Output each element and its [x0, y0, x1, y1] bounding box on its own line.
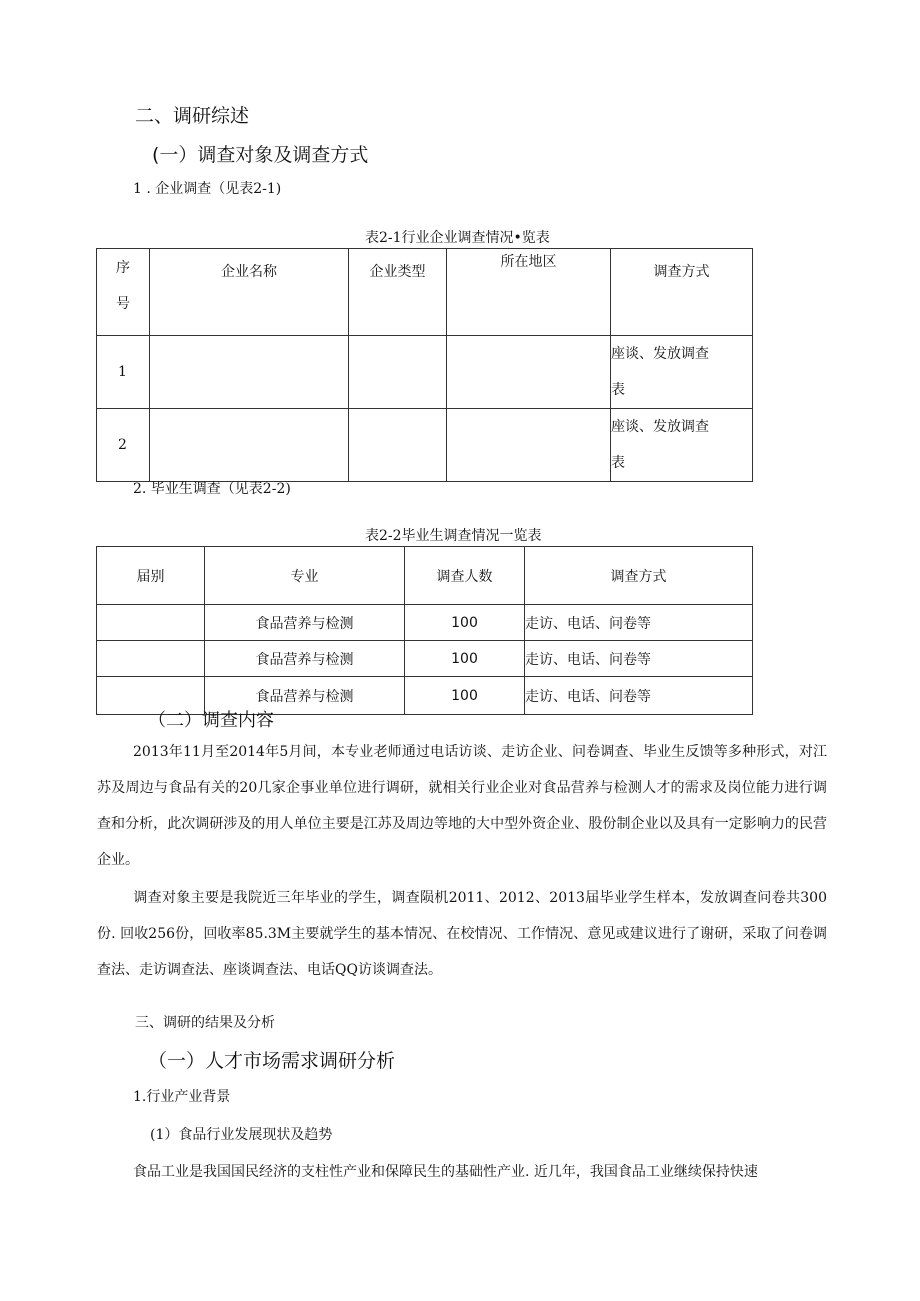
item-food-industry-status: (1）食品行业发展现状及趋势	[150, 1127, 333, 1143]
cell-no: 1	[97, 336, 150, 409]
item-graduate-survey: 2. 毕业生调查（见表2-2)	[133, 481, 291, 497]
cell-type	[349, 409, 447, 482]
cell-major: 食品营养与检测	[205, 605, 405, 641]
cell-type	[349, 336, 447, 409]
section-3-title: 三、调研的结果及分析	[135, 1015, 275, 1031]
cell-no: 2	[97, 409, 150, 482]
table-row	[97, 409, 753, 482]
header-cell-major: 专业	[205, 547, 405, 605]
item-enterprise-survey: 1 . 企业调查（见表2-1)	[133, 181, 282, 197]
cell-method: 走访、电话、问卷等	[525, 605, 753, 641]
header-cell-name: 企业名称	[150, 249, 349, 336]
table-1-caption: 表2-1行业企业调查情况•览表	[365, 230, 550, 246]
header-cell-count: 调查人数	[405, 547, 525, 605]
graduate-survey-table	[96, 546, 753, 715]
cell-major: 食品营养与检测	[205, 677, 405, 715]
cell-count: 100	[405, 677, 525, 715]
subsection-2-title: （二）调查内容	[148, 710, 274, 731]
subsection-1-title: (一）调查对象及调查方式	[152, 144, 369, 166]
cell-count: 100	[405, 605, 525, 641]
cell-name	[150, 409, 349, 482]
cell-year	[97, 605, 205, 641]
cell-method: 走访、电话、问卷等	[525, 677, 753, 715]
table-row	[97, 336, 753, 409]
table-row	[97, 605, 753, 641]
paragraph-survey-subjects: 调查对象主要是我院近三年毕业的学生，调查陨机2011、2012、2013届毕业学生样本，发放调查问卷共300份. 回收256份，回收率85.3M主要就学生的基本情况、在校情况、工作情况、意见或建议进行了谢研，采取了问卷调查法、走访调查法、座谈调查法、电话QQ访谈调查法。	[97, 890, 827, 978]
enterprise-survey-table	[96, 248, 753, 482]
header-cell-method: 调查方式	[611, 249, 753, 336]
section-2-title: 二、调研综述	[135, 105, 250, 127]
table-header-row	[97, 249, 753, 336]
header-cell-method: 调查方式	[525, 547, 753, 605]
item-industry-background: 1.行业产业背景	[133, 1089, 231, 1105]
paragraph-food-industry: 食品工业是我国国民经济的支柱性产业和保障民生的基础性产业. 近几年，我国食品工业继续保持快速	[133, 1164, 758, 1180]
subsection-3-title: （一）人才市场需求调研分析	[148, 1050, 396, 1072]
table-header-row	[97, 547, 753, 605]
paragraph-survey-content: 2013年11月至2014年5月间，本专业老师通过电话访谈、走访企业、问卷调查、毕业生反馈等多种形式，对江苏及周边与食品有关的20几家企事业单位进行调研，就相关行业企业对食品营养与检测人才的需求及岗位能力进行调查和分析，此次调研涉及的用人单位主要是江苏及周边等地的大中型外资企业、股份制企业以及具有一定影响力的民营企业。	[97, 744, 827, 868]
cell-name	[150, 336, 349, 409]
cell-region	[447, 409, 611, 482]
table-2-caption: 表2-2毕业生调查情况一览表	[365, 528, 542, 544]
cell-year	[97, 641, 205, 677]
cell-method: 走访、电话、问卷等	[525, 641, 753, 677]
cell-method: 座谈、发放调查表	[611, 336, 753, 409]
cell-count: 100	[405, 641, 525, 677]
header-cell-no: 序号	[97, 249, 150, 336]
header-cell-region: 所在地区	[447, 249, 611, 336]
cell-method: 座谈、发放调查表	[611, 409, 753, 482]
cell-major: 食品营养与检测	[205, 641, 405, 677]
header-cell-type: 企业类型	[349, 249, 447, 336]
cell-region	[447, 336, 611, 409]
header-cell-year: 届别	[97, 547, 205, 605]
table-row	[97, 641, 753, 677]
